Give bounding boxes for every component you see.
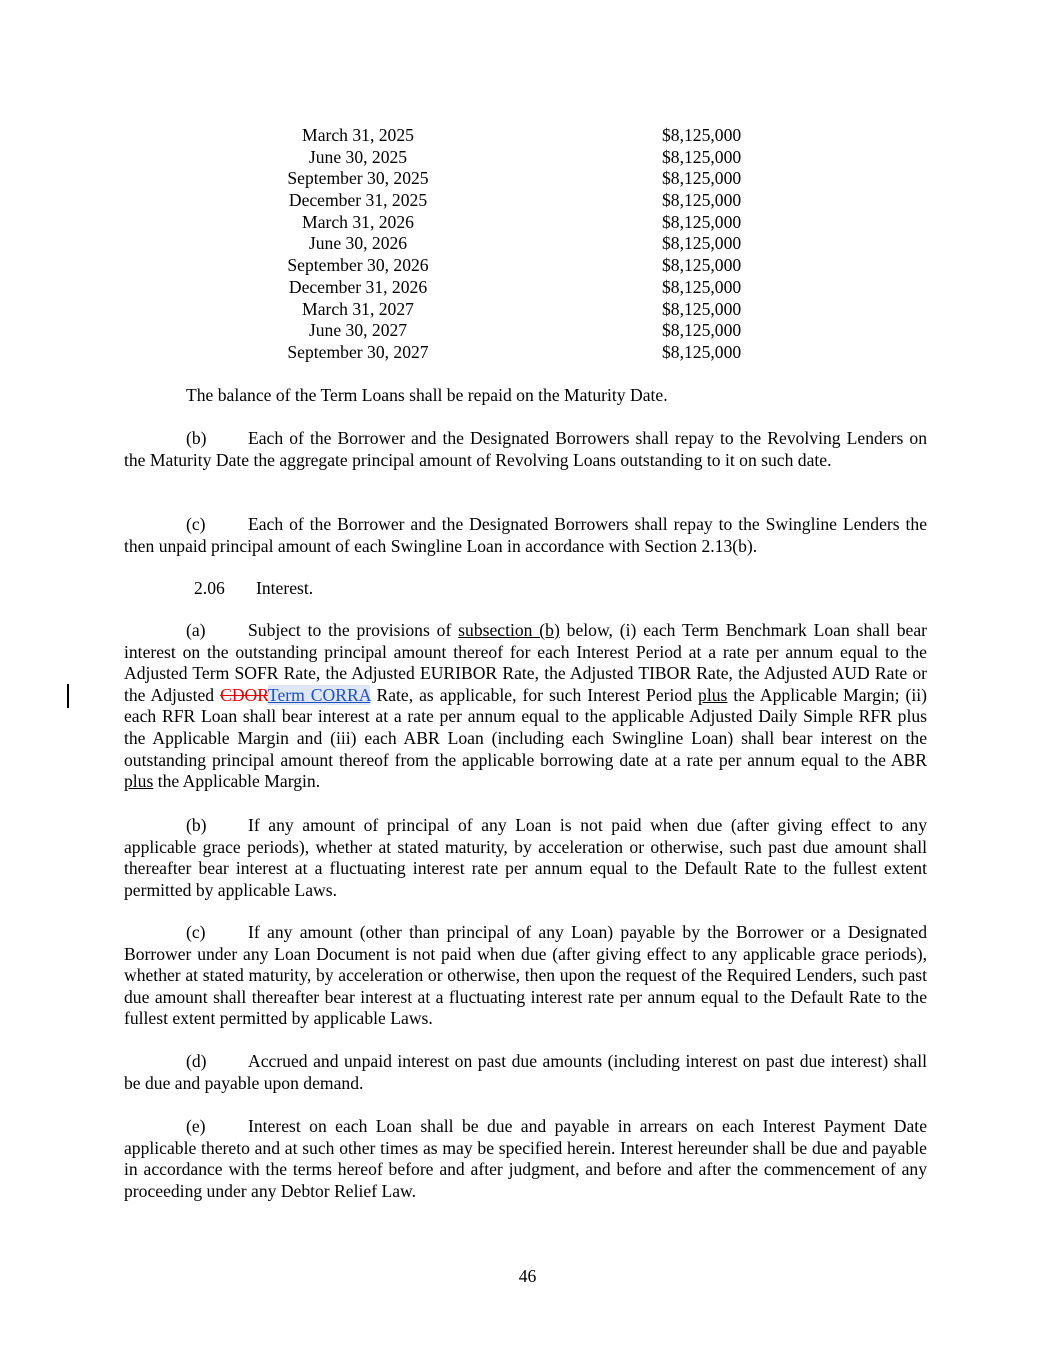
schedule-row [0,125,1055,147]
paragraph-text: If any amount (other than principal of any Loan) payable by the Borrower or a Designated Borrower under any Loan Document is not paid when due (after giving effect to any applicable grace periods), whether at stated maturity, by acceleration or otherwise, then upon the request of the Required Lenders, such past due amount shall thereafter bear interest at a fluctuating interest rate per annum equal to the Default Rate to the fullest extent permitted by applicable Laws. [124,922,927,1029]
paragraph-label: (c) [186,922,206,942]
balance-text: The balance of the Term Loans shall be repaid on the Maturity Date. [186,385,668,405]
schedule-amount: $8,125,000 [662,233,742,254]
schedule-date: September 30, 2025 [287,168,429,189]
schedule-date: March 31, 2027 [302,298,414,319]
balance-paragraph [124,385,927,407]
schedule-date: September 30, 2027 [287,341,429,362]
paragraph-label: (c) [186,514,206,534]
amortization-schedule [0,125,1055,364]
paragraph-label: (b) [186,815,207,835]
schedule-amount: $8,125,000 [662,125,742,145]
schedule-row [0,320,1055,342]
section-number: 2.06 [194,578,225,598]
paragraph-text: Accrued and unpaid interest on past due amounts (including interest on past due interest) shall be due and payable upon demand. [124,1051,927,1093]
paragraph-label: (d) [186,1051,207,1071]
schedule-amount: $8,125,000 [662,276,742,297]
schedule-date: June 30, 2026 [308,233,408,254]
schedule-row [0,342,1055,364]
page-number: 46 [518,1266,537,1286]
paragraph-text: Each of the Borrower and the Designated Borrowers shall repay to the Revolving Lenders on the Maturity Date the aggregate principal amount of Revolving Loans outstanding to it on such date. [124,428,927,470]
paragraph-c-repayment [124,514,927,557]
schedule-date: June 30, 2027 [308,320,408,341]
paragraph-b-interest [124,815,927,901]
schedule-row [0,212,1055,234]
paragraph-label: (a) [186,620,206,640]
schedule-date: December 31, 2025 [288,190,428,211]
schedule-date: September 30, 2026 [287,255,429,276]
paragraph-a-interest: (a) Subject to the provisions of subsection (b) below, (i) each Term Benchmark Loan shall bear interest on the outstanding principal amount thereof for each Interest Period at a rate per annum equal to the Adjusted Term SOFR Rate, the Adjusted EURIBOR Rate, the Adjusted TIBOR Rate, the Adjusted AUD Rate or the Adjusted CDORTerm CORRA Rate, as applicable, for such Interest Period plus the Applicable Margin; (ii) each RFR Loan shall bear interest at a rate per annum equal to the applicable Adjusted Daily Simple RFR plus the Applicable Margin and (iii) each ABR Loan (including each Swingline Loan) shall bear interest on the outstanding principal amount thereof from the applicable borrowing date at a rate per annum equal to the ABR plus the Applicable Margin. [124,620,927,792]
schedule-row [0,147,1055,169]
schedule-amount: $8,125,000 [662,168,742,189]
plus-term: plus [698,684,728,705]
schedule-date: December 31, 2026 [288,276,428,297]
schedule-row [0,168,1055,190]
schedule-amount: $8,125,000 [662,320,742,341]
plus-term: plus [124,771,154,792]
section-title: Interest. [256,578,314,598]
paragraph-label: (b) [186,428,207,448]
inserted-text: Term CORRA [267,684,371,705]
paragraph-b-repayment [124,428,927,471]
schedule-amount: $8,125,000 [662,190,742,211]
schedule-date: March 31, 2026 [302,211,414,232]
subsection-reference: subsection (b) [458,620,560,640]
paragraph-e-interest [124,1116,927,1202]
schedule-row [0,233,1055,255]
schedule-amount: $8,125,000 [662,341,742,362]
paragraph-label: (e) [186,1116,206,1136]
schedule-date: June 30, 2025 [308,146,408,167]
schedule-amount: $8,125,000 [662,146,742,167]
schedule-date: March 31, 2025 [302,125,414,145]
paragraph-text: Each of the Borrower and the Designated Borrowers shall repay to the Swingline Lenders the then unpaid principal amount of each Swingline Loan in accordance with Section 2.13(b). [124,514,927,556]
paragraph-text: Interest on each Loan shall be due and payable in arrears on each Interest Payment Date applicable thereto and at such other times as may be specified herein. Interest hereunder shall be due and payable in accordance with the terms hereof before and after judgment, and before and after the commencement of any proceeding under any Debtor Relief Law. [124,1116,927,1201]
paragraph-d-interest [124,1051,927,1094]
paragraph-text: If any amount of principal of any Loan is not paid when due (after giving effect to any applicable grace periods), whether at stated maturity, by acceleration or otherwise, such past due amount shall thereafter bear interest at a fluctuating interest rate per annum equal to the Default Rate to the fullest extent permitted by applicable Laws. [124,815,927,900]
schedule-amount: $8,125,000 [662,211,742,232]
schedule-amount: $8,125,000 [662,255,742,276]
revision-change-bar [67,684,69,708]
schedule-row [0,299,1055,321]
deleted-text: CDOR [220,684,268,705]
schedule-row [0,277,1055,299]
schedule-amount: $8,125,000 [662,298,742,319]
schedule-row [0,255,1055,277]
schedule-row [0,190,1055,212]
paragraph-c-interest [124,922,927,1030]
section-heading [194,578,313,600]
